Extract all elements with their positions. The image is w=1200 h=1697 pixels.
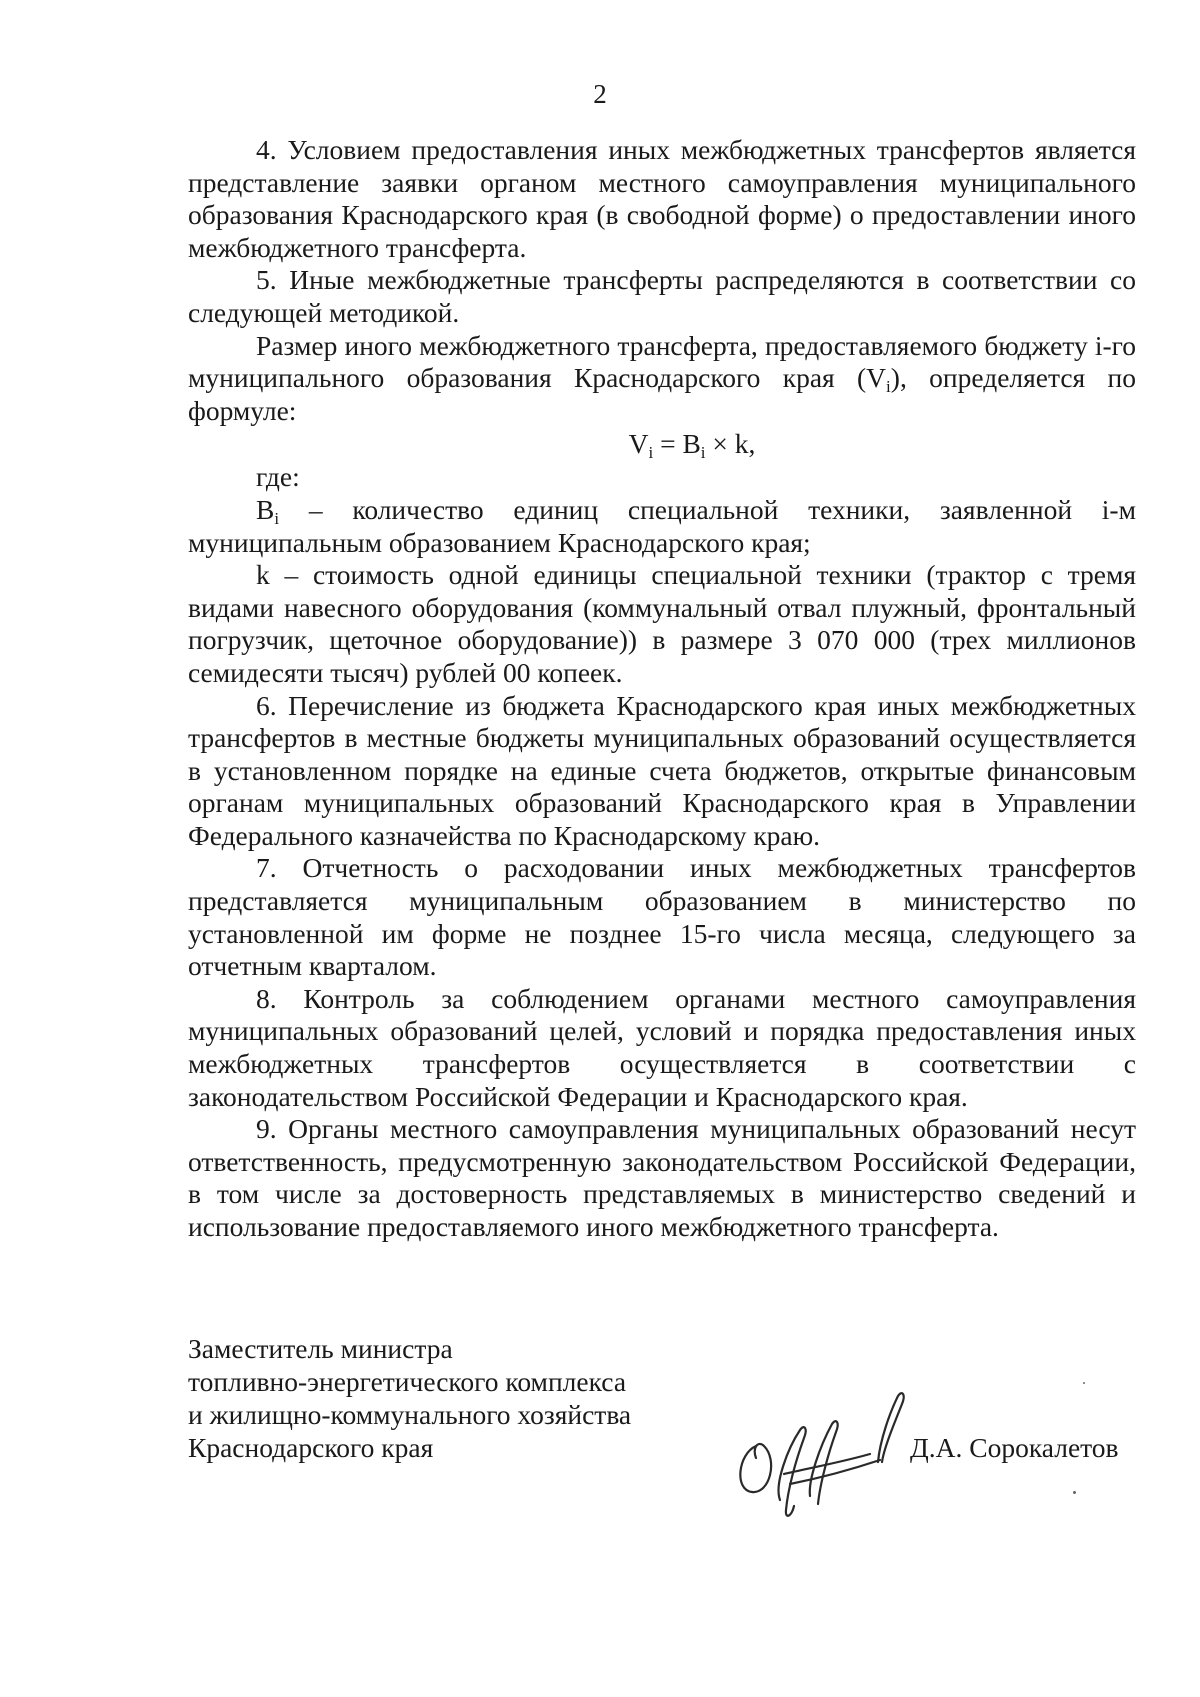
signatory-title-line: Заместитель министра xyxy=(188,1333,453,1364)
paragraph-8: 8. Контроль за соблюдением органами местного самоуправления муниципальных образований целей, условий и порядка предоставления иных межбюджетных трансфертов осуществляется в соответствии с законодательством Российской Федерации и Краснодарского края. xyxy=(188,982,1136,1112)
paragraph-7: 7. Отчетность о расходовании иных межбюджетных трансфертов представляется муниципальным образованием в министерство по установленной им форме не позднее 15-го числа месяца, следующего за отчетным кварталом. xyxy=(188,852,1136,982)
signatory-title-line: Краснодарского края xyxy=(188,1432,434,1463)
definition-b-subscript: i xyxy=(274,508,280,528)
definition-k: k – стоимость одной единицы специальной техники (трактор с тремя видами навесного оборудования (коммунальный отвал плужный, фронтальный погрузчик, щеточное оборудование)) в размере 3 070 000 (трех миллионов семидесяти тысяч) рублей 00 копеек. xyxy=(188,559,1136,688)
size-intro-subscript: i xyxy=(886,377,891,397)
paragraph-9: 9. Органы местного самоуправления муниципальных образований несут ответственность, предусмотренную законодательством Российской Федерации, в том числе за достоверность представляемых в министерство сведений и использование предоставляемого иного межбюджетного трансферта. xyxy=(188,1113,1136,1242)
formula xyxy=(188,427,1136,461)
signer-name: Д.А. Сорокалетов xyxy=(910,1432,1119,1463)
paragraph-5: 5. Иные межбюджетные трансферты распределяются в соответствии со следующей методикой. xyxy=(188,264,1136,328)
paragraph-6: 6. Перечисление из бюджета Краснодарского края иных межбюджетных трансфертов в местные бюджеты муниципальных образований осуществляется в установленном порядке на единые счета бюджетов, открытые финансовым органам муниципальных образований Краснодарского края в Управлении Федерального казначейства по Краснодарскому краю. xyxy=(188,689,1136,851)
handwritten-signature xyxy=(730,1388,940,1528)
definition-b xyxy=(188,494,1136,559)
scan-speck xyxy=(1073,1491,1076,1494)
where-label: где: xyxy=(256,461,300,493)
signatory-title xyxy=(188,1332,688,1464)
size-intro-text: Размер иного межбюджетного трансферта, предоставляемого бюджету i-го муниципального образования Краснодарского края (V xyxy=(188,329,1136,394)
formula-v: V xyxy=(628,428,649,460)
definition-b-text: – количество единиц специальной техники, заявленной i-м муниципальным образованием Краснодарского края; xyxy=(188,493,1136,558)
page-number: 2 xyxy=(593,79,607,109)
document-body xyxy=(188,134,1136,1244)
scan-speck xyxy=(1083,1382,1085,1384)
formula-v-subscript: i xyxy=(648,443,654,463)
formula-b-subscript: i xyxy=(700,443,706,463)
paragraph-4: 4. Условием предоставления иных межбюджетных трансфертов является представление заявки органом местного самоуправления муниципального образования Краснодарского края (в свободной форме) о предоставлении иного межбюджетного трансферта. xyxy=(188,134,1136,263)
signatory-title-line: и жилищно-коммунального хозяйства xyxy=(188,1399,632,1430)
definition-b-symbol: B xyxy=(256,493,275,525)
formula-equals: = xyxy=(653,428,683,460)
signatory-title-line: топливно-энергетического комплекса xyxy=(188,1366,627,1397)
formula-rest: × k, xyxy=(705,428,756,460)
formula-b: B xyxy=(682,428,701,460)
paragraph-size-intro xyxy=(188,330,1136,428)
size-intro-end: ), определяется по формуле: xyxy=(188,362,1136,426)
